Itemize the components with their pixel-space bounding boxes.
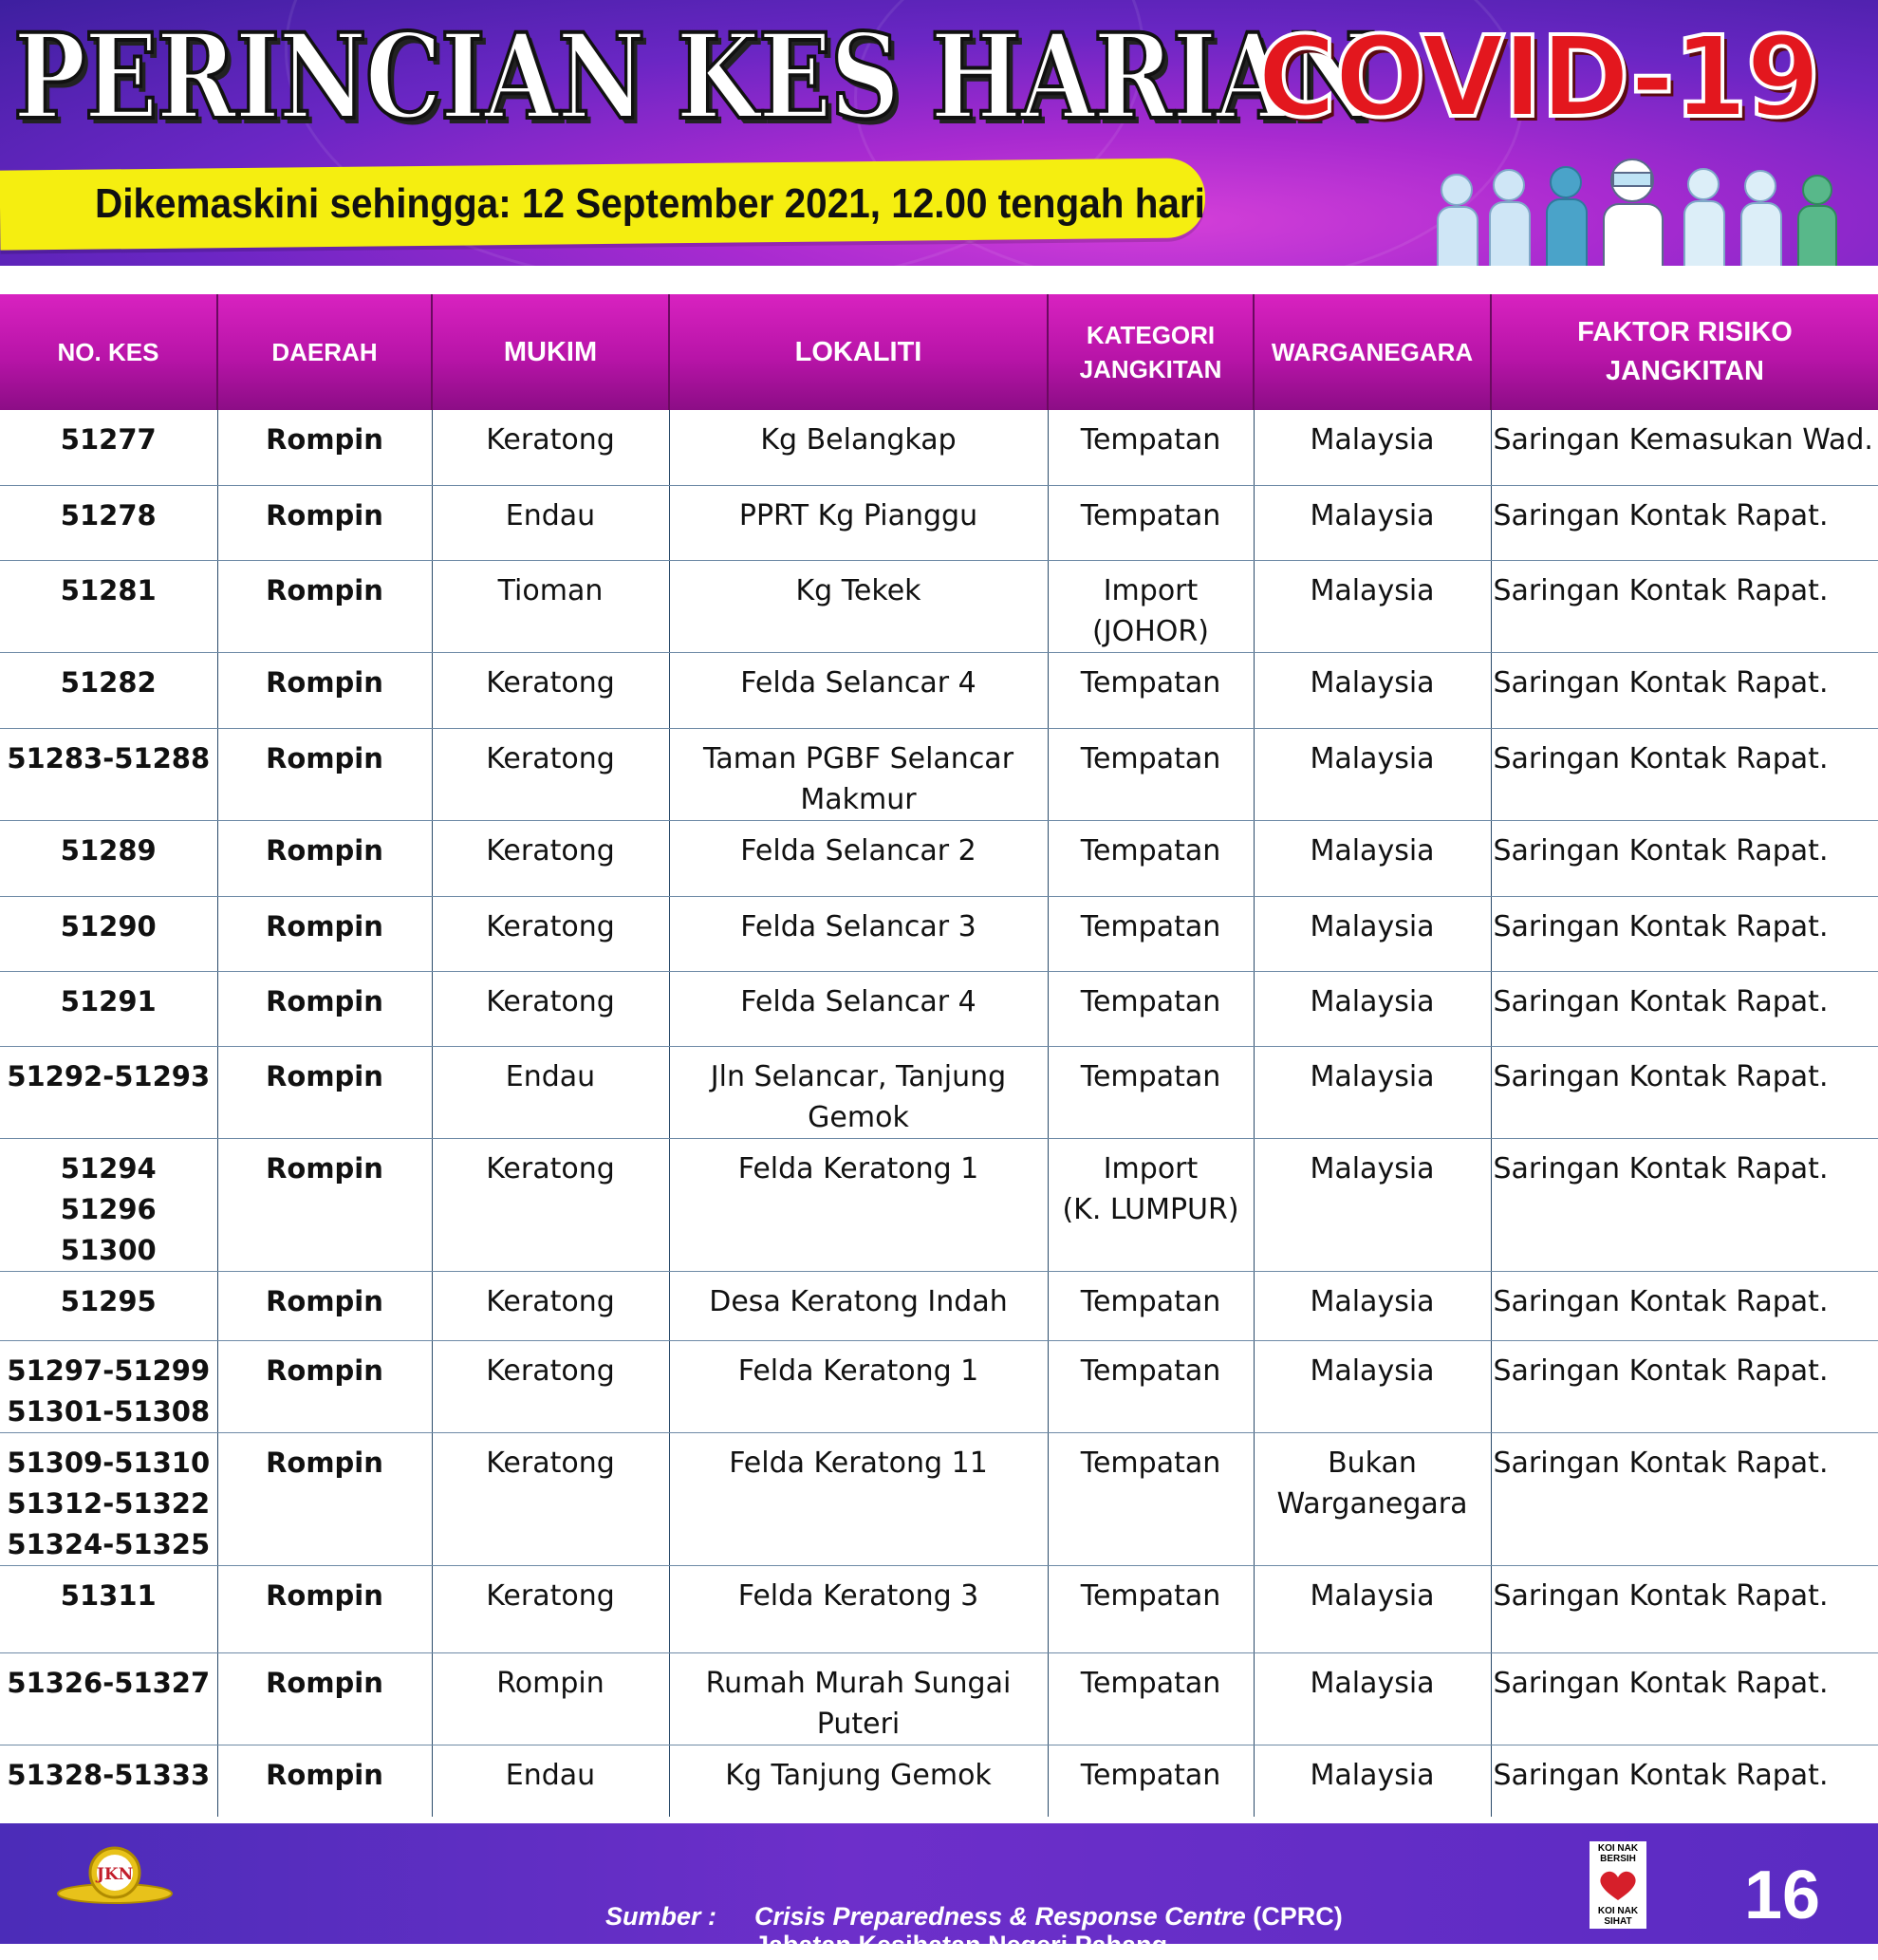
source-label: Sumber : bbox=[605, 1902, 717, 1931]
cell-warganegara bbox=[1254, 560, 1491, 652]
column-header-kategori bbox=[1048, 294, 1254, 410]
cell-faktor: Saringan Kontak Rapat. bbox=[1491, 1138, 1878, 1271]
lokaliti-line1: Felda Selancar 4 bbox=[740, 665, 976, 700]
cell-warganegara bbox=[1254, 1046, 1491, 1138]
covid-title: COVID-19 bbox=[1257, 11, 1819, 142]
kategori-line2: (K. LUMPUR) bbox=[1062, 1192, 1239, 1226]
cell-kategori bbox=[1048, 410, 1254, 485]
cell-no-kes: 51311 bbox=[0, 1565, 217, 1652]
table-row bbox=[0, 1432, 1878, 1565]
cell-faktor: Saringan Kemasukan Wad. bbox=[1491, 410, 1878, 485]
warganegara-line1: Malaysia bbox=[1310, 1758, 1435, 1792]
cell-lokaliti bbox=[669, 896, 1048, 971]
kategori-line1: Tempatan bbox=[1080, 741, 1221, 775]
table-row bbox=[0, 1138, 1878, 1271]
cell-daerah: Rompin bbox=[217, 820, 432, 896]
cell-no-kes: 51291 bbox=[0, 971, 217, 1046]
cell-faktor: Saringan Kontak Rapat. bbox=[1491, 1271, 1878, 1340]
warganegara-line1: Malaysia bbox=[1310, 1059, 1435, 1093]
update-timestamp: Dikemaskini sehingga: 12 September 2021, 12.00 tengah hari bbox=[95, 180, 1205, 227]
cell-warganegara bbox=[1254, 1271, 1491, 1340]
kategori-line2: (JOHOR) bbox=[1092, 614, 1209, 648]
lokaliti-line1: Felda Selancar 2 bbox=[740, 833, 976, 868]
cell-daerah: Rompin bbox=[217, 1046, 432, 1138]
warganegara-line1: Malaysia bbox=[1310, 423, 1435, 457]
heart-icon bbox=[1597, 1868, 1639, 1902]
column-header-faktor-line1: FAKTOR RISIKO bbox=[1577, 317, 1793, 348]
table-row bbox=[0, 1565, 1878, 1652]
cell-daerah: Rompin bbox=[217, 1138, 432, 1271]
warganegara-line2: Warganegara bbox=[1276, 1486, 1468, 1521]
cell-lokaliti bbox=[669, 1340, 1048, 1432]
cell-kategori bbox=[1048, 1046, 1254, 1138]
cell-lokaliti bbox=[669, 971, 1048, 1046]
cell-kategori bbox=[1048, 896, 1254, 971]
cell-daerah: Rompin bbox=[217, 485, 432, 560]
case-table-wrapper bbox=[0, 294, 1878, 1833]
cell-kategori bbox=[1048, 560, 1254, 652]
cell-lokaliti bbox=[669, 1138, 1048, 1271]
lokaliti-line1: Jln Selancar, Tanjung bbox=[710, 1059, 1007, 1093]
cell-mukim: Keratong bbox=[432, 1432, 669, 1565]
cell-daerah: Rompin bbox=[217, 410, 432, 485]
cell-warganegara bbox=[1254, 971, 1491, 1046]
table-row bbox=[0, 652, 1878, 728]
page-number: 16 bbox=[1744, 1857, 1821, 1933]
cell-mukim: Rompin bbox=[432, 1652, 669, 1745]
cell-mukim: Tioman bbox=[432, 560, 669, 652]
footer-divider bbox=[0, 1817, 1878, 1823]
cell-kategori bbox=[1048, 1271, 1254, 1340]
kategori-line1: Tempatan bbox=[1080, 1284, 1221, 1318]
kategori-line1: Import bbox=[1103, 573, 1199, 607]
lokaliti-line2: Puteri bbox=[816, 1707, 901, 1741]
table-row bbox=[0, 410, 1878, 485]
cell-no-kes: 51328-51333 bbox=[0, 1745, 217, 1832]
source-organization-name: Crisis Preparedness & Response Centre bbox=[754, 1902, 1246, 1931]
kategori-line1: Tempatan bbox=[1080, 665, 1221, 700]
kategori-line1: Tempatan bbox=[1080, 1353, 1221, 1388]
cell-no-kes: 51309-51310 51312-51322 51324-51325 bbox=[0, 1432, 217, 1565]
torn-paper-edge bbox=[0, 266, 1878, 294]
cell-warganegara bbox=[1254, 1432, 1491, 1565]
cell-kategori bbox=[1048, 652, 1254, 728]
cell-lokaliti bbox=[669, 1271, 1048, 1340]
case-table bbox=[0, 294, 1878, 1833]
cell-mukim: Keratong bbox=[432, 728, 669, 820]
table-row bbox=[0, 971, 1878, 1046]
source-organization-abbr: (CPRC) bbox=[1245, 1902, 1343, 1931]
lokaliti-line1: Felda Selancar 3 bbox=[740, 909, 976, 943]
cell-lokaliti bbox=[669, 410, 1048, 485]
cell-mukim: Endau bbox=[432, 1046, 669, 1138]
cell-warganegara bbox=[1254, 1138, 1491, 1271]
cell-kategori bbox=[1048, 728, 1254, 820]
table-row bbox=[0, 485, 1878, 560]
cell-faktor: Saringan Kontak Rapat. bbox=[1491, 1652, 1878, 1745]
warganegara-line1: Malaysia bbox=[1310, 665, 1435, 700]
warganegara-line1: Bukan bbox=[1328, 1446, 1417, 1480]
kategori-line1: Tempatan bbox=[1080, 1059, 1221, 1093]
lokaliti-line1: Felda Keratong 11 bbox=[729, 1446, 988, 1480]
table-row bbox=[0, 1652, 1878, 1745]
lokaliti-line1: Desa Keratong Indah bbox=[709, 1284, 1008, 1318]
cell-no-kes: 51278 bbox=[0, 485, 217, 560]
table-row bbox=[0, 1340, 1878, 1432]
cell-warganegara bbox=[1254, 485, 1491, 560]
cell-faktor: Saringan Kontak Rapat. bbox=[1491, 1745, 1878, 1832]
lokaliti-line2: Makmur bbox=[800, 782, 917, 816]
jkn-logo-text: JKN bbox=[96, 1865, 134, 1884]
cell-warganegara bbox=[1254, 1565, 1491, 1652]
cell-kategori bbox=[1048, 1340, 1254, 1432]
cell-daerah: Rompin bbox=[217, 1745, 432, 1832]
cell-mukim: Keratong bbox=[432, 896, 669, 971]
cell-daerah: Rompin bbox=[217, 971, 432, 1046]
warganegara-line1: Malaysia bbox=[1310, 909, 1435, 943]
cell-faktor: Saringan Kontak Rapat. bbox=[1491, 820, 1878, 896]
cell-warganegara bbox=[1254, 410, 1491, 485]
warganegara-line1: Malaysia bbox=[1310, 1578, 1435, 1613]
cell-mukim: Keratong bbox=[432, 1565, 669, 1652]
table-row bbox=[0, 1271, 1878, 1340]
cell-faktor: Saringan Kontak Rapat. bbox=[1491, 728, 1878, 820]
cell-faktor: Saringan Kontak Rapat. bbox=[1491, 485, 1878, 560]
warganegara-line1: Malaysia bbox=[1310, 984, 1435, 1018]
page-title: PERINCIAN KES HARIAN bbox=[13, 9, 1376, 146]
cell-mukim: Keratong bbox=[432, 652, 669, 728]
cell-warganegara bbox=[1254, 652, 1491, 728]
kategori-line1: Tempatan bbox=[1080, 1758, 1221, 1792]
column-header-daerah: DAERAH bbox=[217, 294, 432, 410]
kategori-line1: Import bbox=[1103, 1151, 1199, 1185]
cell-mukim: Keratong bbox=[432, 1271, 669, 1340]
table-row bbox=[0, 1046, 1878, 1138]
cell-lokaliti bbox=[669, 1046, 1048, 1138]
lokaliti-line2: Gemok bbox=[808, 1100, 909, 1134]
cell-daerah: Rompin bbox=[217, 1271, 432, 1340]
kategori-line1: Tempatan bbox=[1080, 909, 1221, 943]
cell-kategori bbox=[1048, 971, 1254, 1046]
cell-lokaliti bbox=[669, 1432, 1048, 1565]
cell-warganegara bbox=[1254, 820, 1491, 896]
lokaliti-line1: Kg Tanjung Gemok bbox=[725, 1758, 992, 1792]
cell-warganegara bbox=[1254, 1340, 1491, 1432]
cell-faktor: Saringan Kontak Rapat. bbox=[1491, 560, 1878, 652]
cell-faktor: Saringan Kontak Rapat. bbox=[1491, 1046, 1878, 1138]
kategori-line1: Tempatan bbox=[1080, 498, 1221, 532]
cell-faktor: Saringan Kontak Rapat. bbox=[1491, 896, 1878, 971]
warganegara-line1: Malaysia bbox=[1310, 573, 1435, 607]
lokaliti-line1: Felda Selancar 4 bbox=[740, 984, 976, 1018]
lokaliti-line1: Kg Belangkap bbox=[760, 423, 957, 457]
cell-mukim: Keratong bbox=[432, 1138, 669, 1271]
cell-no-kes: 51282 bbox=[0, 652, 217, 728]
lokaliti-line1: Kg Tekek bbox=[795, 573, 921, 607]
cell-no-kes: 51294 51296 51300 bbox=[0, 1138, 217, 1271]
warganegara-line1: Malaysia bbox=[1310, 1353, 1435, 1388]
cell-faktor: Saringan Kontak Rapat. bbox=[1491, 1565, 1878, 1652]
cell-faktor: Saringan Kontak Rapat. bbox=[1491, 1432, 1878, 1565]
cell-kategori bbox=[1048, 1432, 1254, 1565]
cell-lokaliti bbox=[669, 1565, 1048, 1652]
warganegara-line1: Malaysia bbox=[1310, 1284, 1435, 1318]
cell-kategori bbox=[1048, 1565, 1254, 1652]
column-header-lokaliti: LOKALITI bbox=[669, 294, 1048, 410]
lokaliti-line1: Felda Keratong 1 bbox=[737, 1353, 979, 1388]
kategori-line1: Tempatan bbox=[1080, 984, 1221, 1018]
cell-no-kes: 51297-51299 51301-51308 bbox=[0, 1340, 217, 1432]
cell-no-kes: 51283-51288 bbox=[0, 728, 217, 820]
column-header-faktor bbox=[1491, 294, 1878, 410]
kategori-line1: Tempatan bbox=[1080, 1666, 1221, 1700]
cell-mukim: Endau bbox=[432, 1745, 669, 1832]
cell-lokaliti bbox=[669, 820, 1048, 896]
cell-faktor: Saringan Kontak Rapat. bbox=[1491, 971, 1878, 1046]
lokaliti-line1: Rumah Murah Sungai bbox=[705, 1666, 1012, 1700]
cell-warganegara bbox=[1254, 896, 1491, 971]
cell-warganegara bbox=[1254, 728, 1491, 820]
cell-kategori bbox=[1048, 1652, 1254, 1745]
page-header bbox=[0, 0, 1878, 294]
cell-daerah: Rompin bbox=[217, 652, 432, 728]
cell-lokaliti bbox=[669, 728, 1048, 820]
cell-no-kes: 51290 bbox=[0, 896, 217, 971]
koi-logo-bottom-text: KOI NAK SIHAT bbox=[1597, 1906, 1639, 1927]
cell-no-kes: 51281 bbox=[0, 560, 217, 652]
cell-no-kes: 51277 bbox=[0, 410, 217, 485]
cell-lokaliti bbox=[669, 1652, 1048, 1745]
lokaliti-line1: Felda Keratong 1 bbox=[737, 1151, 979, 1185]
lokaliti-line1: Felda Keratong 3 bbox=[737, 1578, 979, 1613]
koi-nak-sihat-logo bbox=[1590, 1841, 1646, 1929]
column-header-faktor-line2: JANGKITAN bbox=[1605, 356, 1765, 386]
kategori-line1: Tempatan bbox=[1080, 423, 1221, 457]
cell-mukim: Keratong bbox=[432, 820, 669, 896]
cell-lokaliti bbox=[669, 560, 1048, 652]
cell-mukim: Keratong bbox=[432, 971, 669, 1046]
lokaliti-line1: Taman PGBF Selancar bbox=[702, 741, 1014, 775]
cell-daerah: Rompin bbox=[217, 1565, 432, 1652]
table-row bbox=[0, 896, 1878, 971]
cell-daerah: Rompin bbox=[217, 896, 432, 971]
cell-kategori bbox=[1048, 485, 1254, 560]
table-row bbox=[0, 560, 1878, 652]
column-header-mukim: MUKIM bbox=[432, 294, 669, 410]
cell-mukim: Keratong bbox=[432, 410, 669, 485]
column-header-warganegara: WARGANEGARA bbox=[1254, 294, 1491, 410]
jkn-logo bbox=[53, 1839, 177, 1914]
column-header-kategori-line2: JANGKITAN bbox=[1079, 355, 1222, 383]
column-header-no-kes: NO. KES bbox=[0, 294, 217, 410]
cell-mukim: Endau bbox=[432, 485, 669, 560]
cell-no-kes: 51289 bbox=[0, 820, 217, 896]
cell-warganegara bbox=[1254, 1652, 1491, 1745]
warganegara-line1: Malaysia bbox=[1310, 1151, 1435, 1185]
cell-faktor: Saringan Kontak Rapat. bbox=[1491, 1340, 1878, 1432]
warganegara-line1: Malaysia bbox=[1310, 498, 1435, 532]
cell-faktor: Saringan Kontak Rapat. bbox=[1491, 652, 1878, 728]
cell-kategori bbox=[1048, 1138, 1254, 1271]
kategori-line1: Tempatan bbox=[1080, 1446, 1221, 1480]
kategori-line1: Tempatan bbox=[1080, 833, 1221, 868]
lokaliti-line1: PPRT Kg Pianggu bbox=[738, 498, 978, 532]
warganegara-line1: Malaysia bbox=[1310, 1666, 1435, 1700]
cell-lokaliti bbox=[669, 652, 1048, 728]
warganegara-line1: Malaysia bbox=[1310, 833, 1435, 868]
cell-lokaliti bbox=[669, 485, 1048, 560]
table-row bbox=[0, 820, 1878, 896]
cell-no-kes: 51326-51327 bbox=[0, 1652, 217, 1745]
cell-daerah: Rompin bbox=[217, 1432, 432, 1565]
cell-daerah: Rompin bbox=[217, 560, 432, 652]
koi-logo-top-text: KOI NAK BERSIH bbox=[1597, 1843, 1639, 1864]
cell-no-kes: 51295 bbox=[0, 1271, 217, 1340]
cell-daerah: Rompin bbox=[217, 1652, 432, 1745]
cell-daerah: Rompin bbox=[217, 728, 432, 820]
source-organization bbox=[754, 1902, 1343, 1932]
source-department: Jabatan Kesihatan Negeri Pahang bbox=[754, 1931, 1168, 1959]
kategori-line1: Tempatan bbox=[1080, 1578, 1221, 1613]
table-row bbox=[0, 728, 1878, 820]
cell-no-kes: 51292-51293 bbox=[0, 1046, 217, 1138]
cell-daerah: Rompin bbox=[217, 1340, 432, 1432]
cell-mukim: Keratong bbox=[432, 1340, 669, 1432]
table-header-row bbox=[0, 294, 1878, 410]
warganegara-line1: Malaysia bbox=[1310, 741, 1435, 775]
cell-kategori bbox=[1048, 820, 1254, 896]
column-header-kategori-line1: KATEGORI bbox=[1086, 320, 1216, 349]
